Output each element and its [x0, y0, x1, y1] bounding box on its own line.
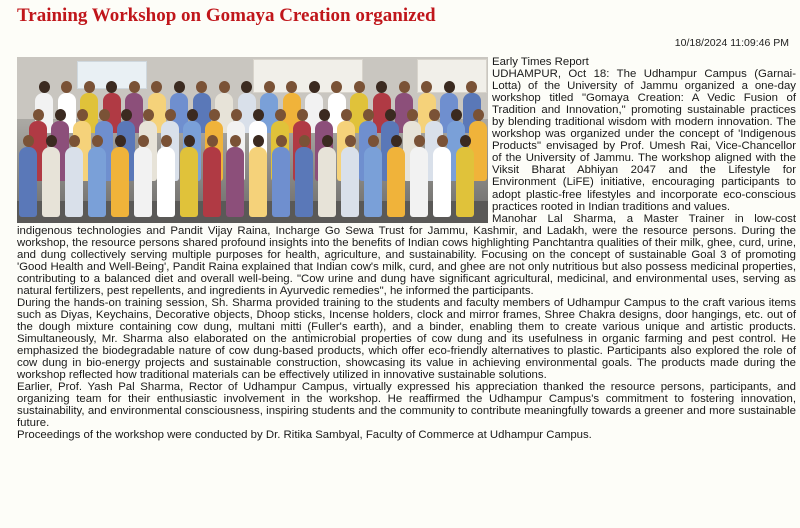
photo-person-head [385, 109, 396, 121]
photo-person-head [121, 109, 132, 121]
photo-person-head [391, 135, 402, 147]
photo-person-head [421, 81, 432, 93]
group-photo [17, 57, 488, 223]
photo-person-head [286, 81, 297, 93]
photo-person-head [253, 109, 264, 121]
photo-person-head [129, 81, 140, 93]
photo-person-head [61, 81, 72, 93]
photo-person-head [363, 109, 374, 121]
photo-person-head [184, 135, 195, 147]
photo-person [341, 147, 359, 217]
photo-person [88, 147, 106, 217]
photo-person [157, 147, 175, 217]
photo-person-head [174, 81, 185, 93]
photo-person [456, 147, 474, 217]
photo-person [364, 147, 382, 217]
photo-person-head [187, 109, 198, 121]
photo-person-head [138, 135, 149, 147]
photo-person-head [209, 109, 220, 121]
photo-person-head [299, 135, 310, 147]
photo-person [203, 147, 221, 217]
photo-person [111, 147, 129, 217]
article-headline: Training Workshop on Gomaya Creation organized [17, 5, 436, 26]
photo-person-head [460, 135, 471, 147]
photo-person-head [429, 109, 440, 121]
photo-person-head [196, 81, 207, 93]
photo-person [226, 147, 244, 217]
photo-person-head [39, 81, 50, 93]
article-paragraph-2: Manohar Lal Sharma, a Master Trainer in low-cost indigenous technologies and Pandit Vijay Raina, Incharge Go Sewa Trust for Jammu, Kashmir, and Ladakh, were the resource persons. During the workshop, the resource persons shared profound insights into the benefits of Indian cows highlighting Panchtantra qualities of their milk, ghee, curd, urine, and dung collectively serving multiple purposes for health, agriculture, and sustainability. Focusing on the concept of sustainable Goal 3 of promoting 'Good Health and Well-Being', Pandit Raina explained that Indian cow's milk, curd, and ghee are not only nutritious but also possess medicinal properties, contributing to a balanced diet and overall well-being. "Cow urine and dung have significant agricultural, medicinal, and environmental uses, serving as natural fertilizers, pest repellents, and ingredients in Ayurvedic remedies", he informed the participants. [17, 212, 796, 297]
photo-person [19, 147, 37, 217]
photo-person-head [23, 135, 34, 147]
photo-person-head [354, 81, 365, 93]
photo-person-head [444, 81, 455, 93]
photo-person-head [473, 109, 484, 121]
photo-person [65, 147, 83, 217]
photo-person [134, 147, 152, 217]
photo-person [387, 147, 405, 217]
article-timestamp: 10/18/2024 11:09:46 PM [674, 37, 789, 49]
photo-person-head [341, 109, 352, 121]
photo-person [295, 147, 313, 217]
photo-person-head [46, 135, 57, 147]
photo-person [410, 147, 428, 217]
photo-person-head [106, 81, 117, 93]
photo-person-head [331, 81, 342, 93]
photo-person-head [322, 135, 333, 147]
photo-person-head [207, 135, 218, 147]
photo-person-head [165, 109, 176, 121]
photo-person-head [345, 135, 356, 147]
photo-person [318, 147, 336, 217]
photo-person-head [161, 135, 172, 147]
photo-person-head [451, 109, 462, 121]
photo-person-head [241, 81, 252, 93]
article-paragraph-5: Proceedings of the workshop were conducted by Dr. Ritika Sambyal, Faculty of Commerce at Udhampur Campus. [17, 429, 592, 442]
photo-person-head [219, 81, 230, 93]
photo-person-head [275, 109, 286, 121]
photo-person-head [297, 109, 308, 121]
photo-person-head [253, 135, 264, 147]
article-paragraph-1: UDHAMPUR, Oct 18: The Udhampur Campus (Garnai-Lotta) of the University of Jammu organized a one-day workshop titled "Gomaya Creation: A Vedic Fusion of Tradition and Innovation," promoting sustainable practices by blending traditional wisdom with modern innovation. The workshop was organized under the concept of 'Indigenous Products" envisaged by Prof. Umesh Rai, Vice-Chancellor of the University of Jammu. The workshop aligned with the Viksit Bharat Abhiyan 2047 and the Lifestyle for Environment (LiFE) initiative, encouraging participants to adopt plastic-free lifestyles and incorporate eco-conscious practices rooted in Indian traditions and values. [492, 68, 796, 213]
photo-person-head [407, 109, 418, 121]
photo-person-head [77, 109, 88, 121]
photo-person [42, 147, 60, 217]
photo-person-head [231, 109, 242, 121]
photo-person-head [414, 135, 425, 147]
photo-person-head [33, 109, 44, 121]
article-paragraph-3: During the hands-on training session, Sh. Sharma provided training to the students and faculty members of Udhampur Campus to the craft various items such as Diyas, Keychains, Decorative objects, Dhoop sticks, Incense holders, clock and mirror frames, Shree Chakra designs, door hangings, etc. out of the dough mixture containing cow dung, multani mitti (Fuller's earth), and a binder, enabling them to create various unique and artistic products. Simultaneously, Mr. Sharma also elaborated on the antimicrobial properties of cow dung and its usefulness in organic farming and pest control. He emphasized the biodegradable nature of cow dung-based products, which offer eco-friendly alternatives to plastic. Participants also explored the role of cow dung in bio-energy projects and sustainable construction, showcasing its value in achieving environmental goals. The products made during the workshop reflected how traditional materials can be effectively utilized in innovative sustainable solutions. [17, 296, 796, 382]
photo-person [180, 147, 198, 217]
photo-person [433, 147, 451, 217]
photo-person-head [368, 135, 379, 147]
photo-person-head [69, 135, 80, 147]
article-paragraph-4: Earlier, Prof. Yash Pal Sharma, Rector of Udhampur Campus, virtually expressed his appreciation thanked the resource persons, participants, and organizing team for their enthusiastic involvement in the workshop. He reaffirmed the Udhampur Campus's commitment to fostering innovation, sustainability, and environmental consciousness, inspiring students and the community to contribute meaningfully towards a greener and more sustainable future. [17, 381, 796, 430]
photo-person-head [115, 135, 126, 147]
photo-person [272, 147, 290, 217]
photo-person-head [230, 135, 241, 147]
photo-person-head [319, 109, 330, 121]
photo-person-head [466, 81, 477, 93]
photo-person-head [437, 135, 448, 147]
photo-person-head [264, 81, 275, 93]
photo-person-head [399, 81, 410, 93]
photo-person-head [151, 81, 162, 93]
photo-person-head [376, 81, 387, 93]
photo-person [249, 147, 267, 217]
photo-person-head [309, 81, 320, 93]
photo-person-head [92, 135, 103, 147]
article-body [17, 56, 796, 442]
photo-person-head [55, 109, 66, 121]
article-byline: Early Times Report [492, 56, 589, 68]
photo-person-head [143, 109, 154, 121]
photo-person-head [276, 135, 287, 147]
photo-person-head [84, 81, 95, 93]
photo-person-head [99, 109, 110, 121]
